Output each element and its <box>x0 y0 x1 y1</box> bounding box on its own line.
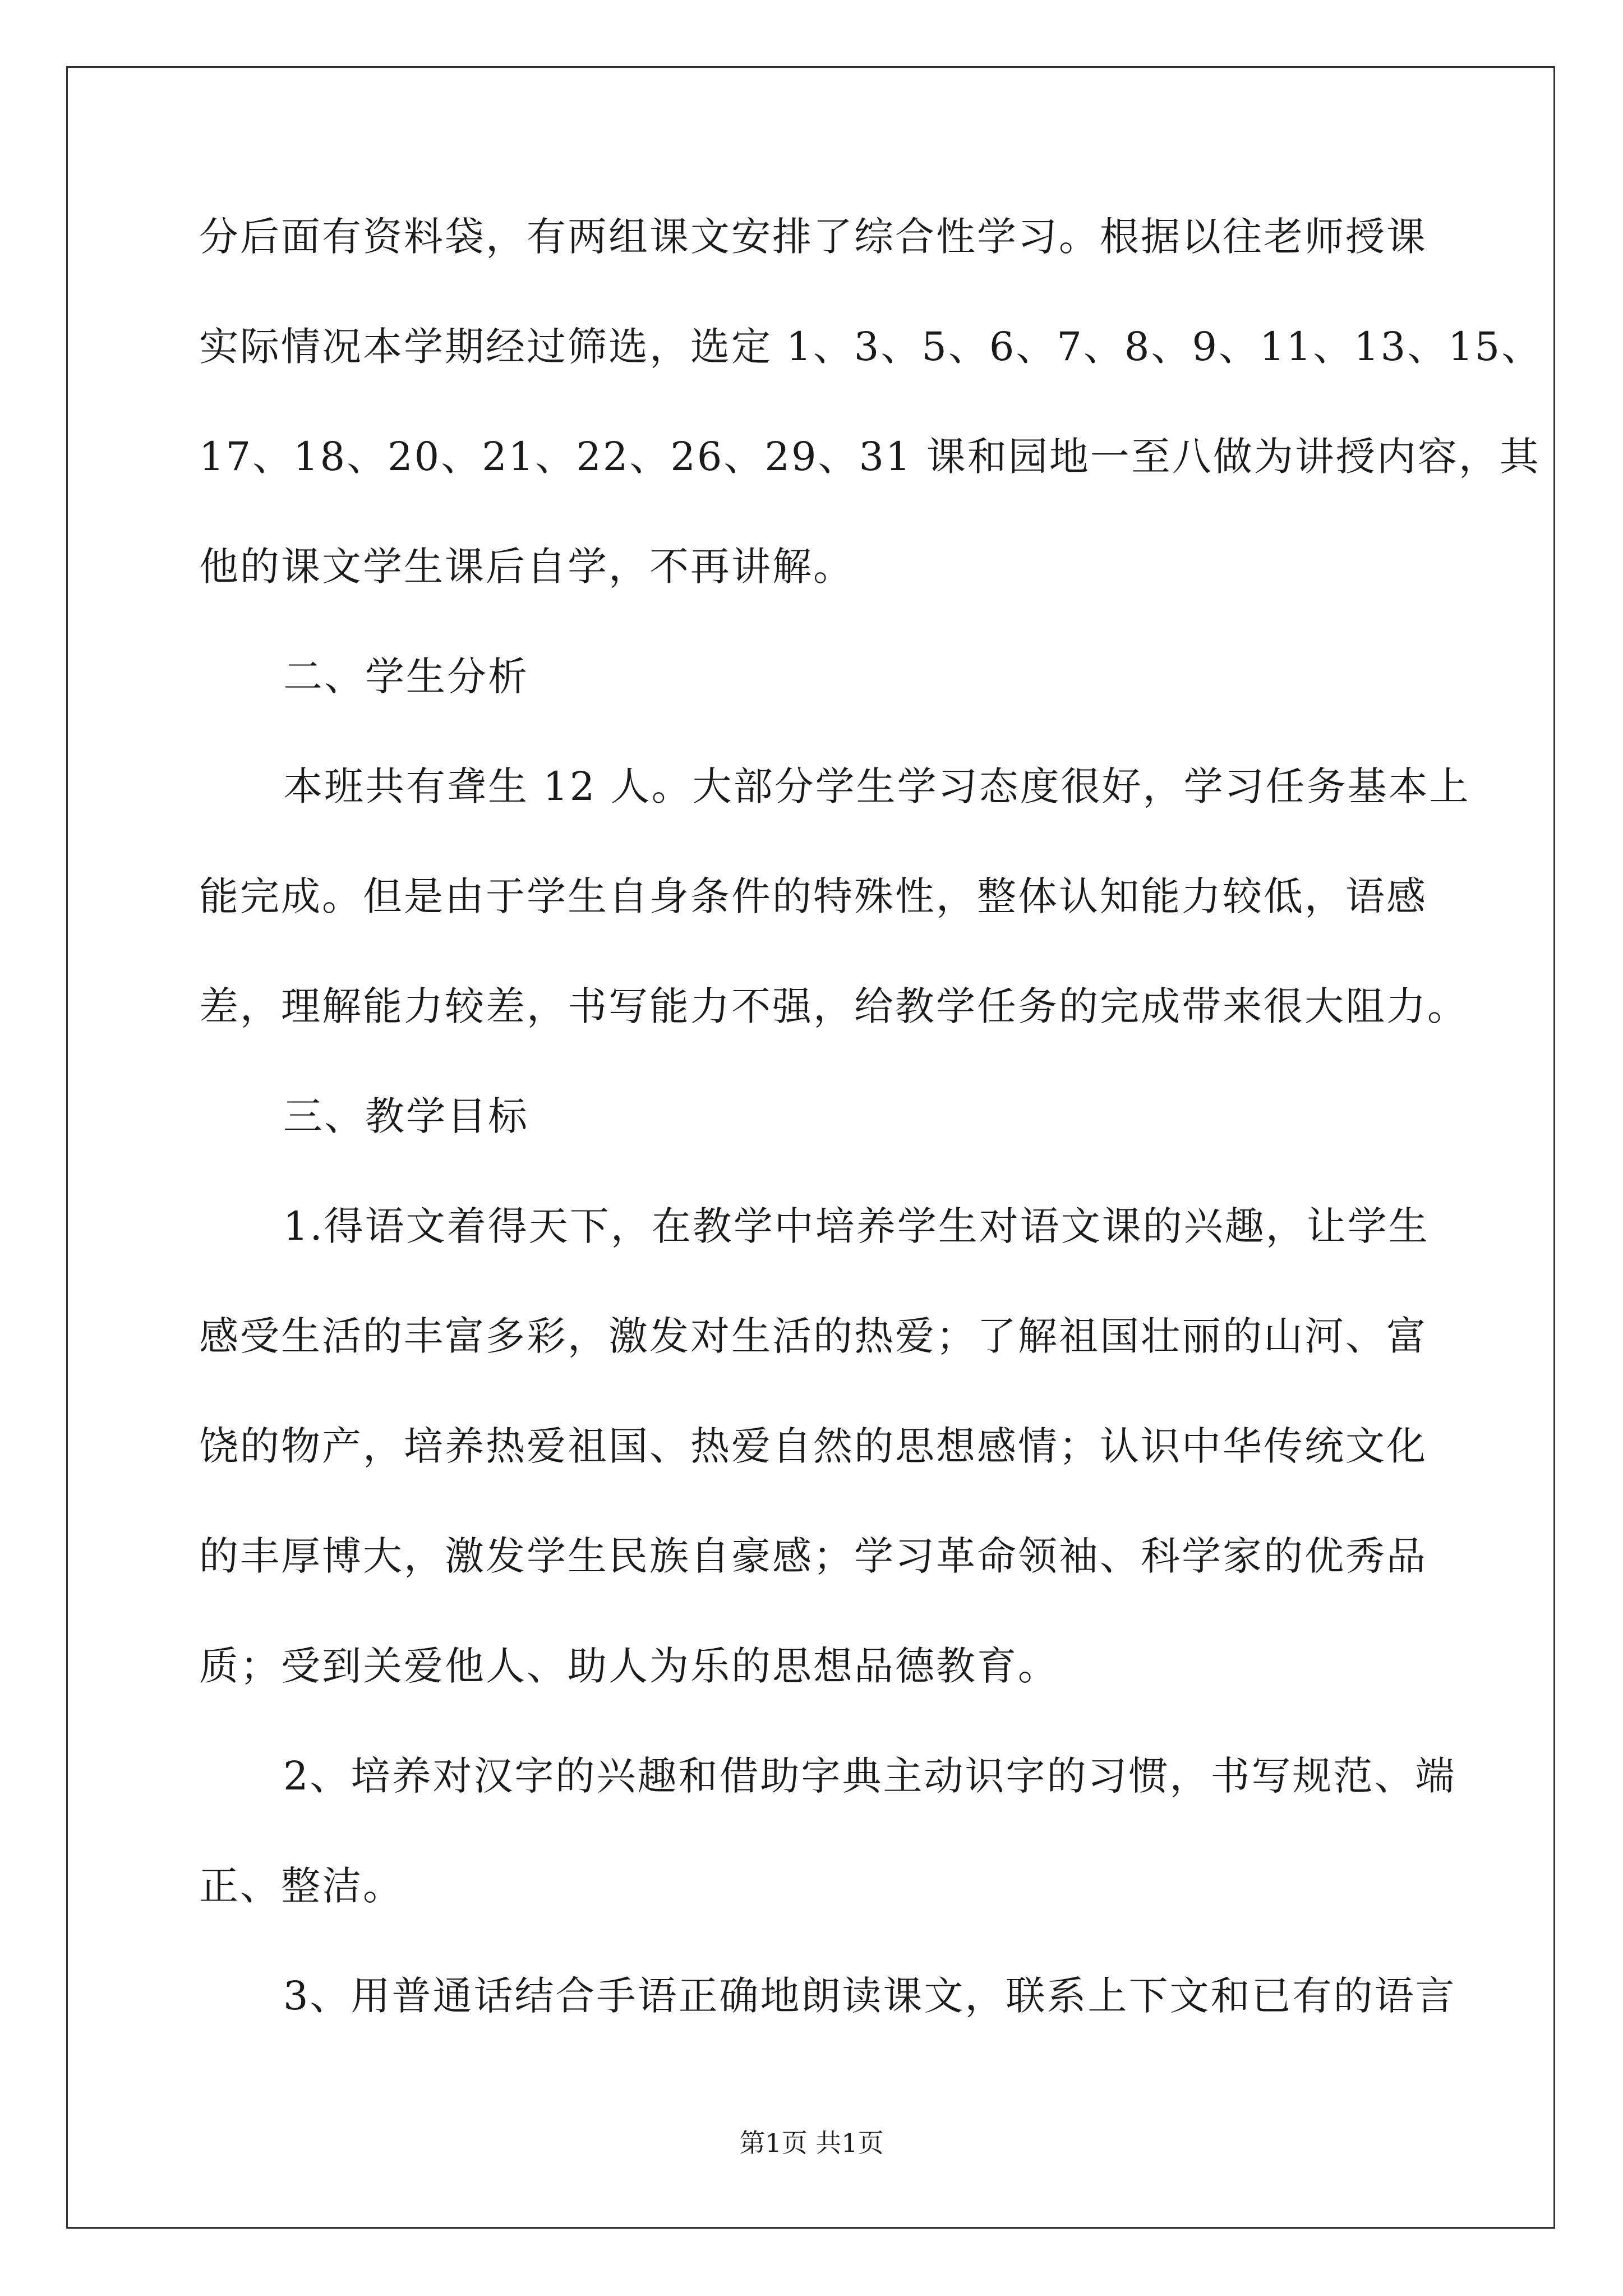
text-line: 实际情况本学期经过筛选，选定 1、3、5、6、7、8、9、11、13、15、 <box>199 324 1543 370</box>
text-line: 的丰厚博大，激发学生民族自豪感；学习革命领袖、科学家的优秀品 <box>199 1533 1427 1579</box>
section-heading: 三、教学目标 <box>283 1093 529 1139</box>
text-line: 他的课文学生课后自学，不再讲解。 <box>199 544 854 590</box>
section-heading: 二、学生分析 <box>283 654 529 700</box>
text-line: 17、18、20、21、22、26、29、31 课和园地一至八做为讲授内容，其 <box>199 434 1541 480</box>
text-line: 差，理解能力较差，书写能力不强，给教学任务的完成带来很大阻力。 <box>199 983 1468 1029</box>
text-line: 分后面有资料袋，有两组课文安排了综合性学习。根据以往老师授课 <box>199 214 1427 260</box>
text-line: 本班共有聋生 12 人。大部分学生学习态度很好，学习任务基本上 <box>283 763 1470 809</box>
text-line: 能完成。但是由于学生自身条件的特殊性，整体认知能力较低，语感 <box>199 873 1427 919</box>
text-line: 正、整洁。 <box>199 1863 404 1909</box>
text-line: 饶的物产，培养热爱祖国、热爱自然的思想感情；认识中华传统文化 <box>199 1423 1427 1469</box>
text-line: 2、培养对汉字的兴趣和借助字典主动识字的习惯，书写规范、端 <box>283 1753 1456 1799</box>
text-line: 感受生活的丰富多彩，激发对生活的热爱；了解祖国壮丽的山河、富 <box>199 1313 1427 1359</box>
page-footer: 第1页 共1页 <box>739 2128 884 2158</box>
text-line: 质；受到关爱他人、助人为乐的思想品德教育。 <box>199 1643 1059 1689</box>
text-line: 1.得语文着得天下，在教学中培养学生对语文课的兴趣，让学生 <box>283 1203 1430 1249</box>
text-line: 3、用普通话结合手语正确地朗读课文，联系上下文和已有的语言 <box>283 1973 1456 2019</box>
